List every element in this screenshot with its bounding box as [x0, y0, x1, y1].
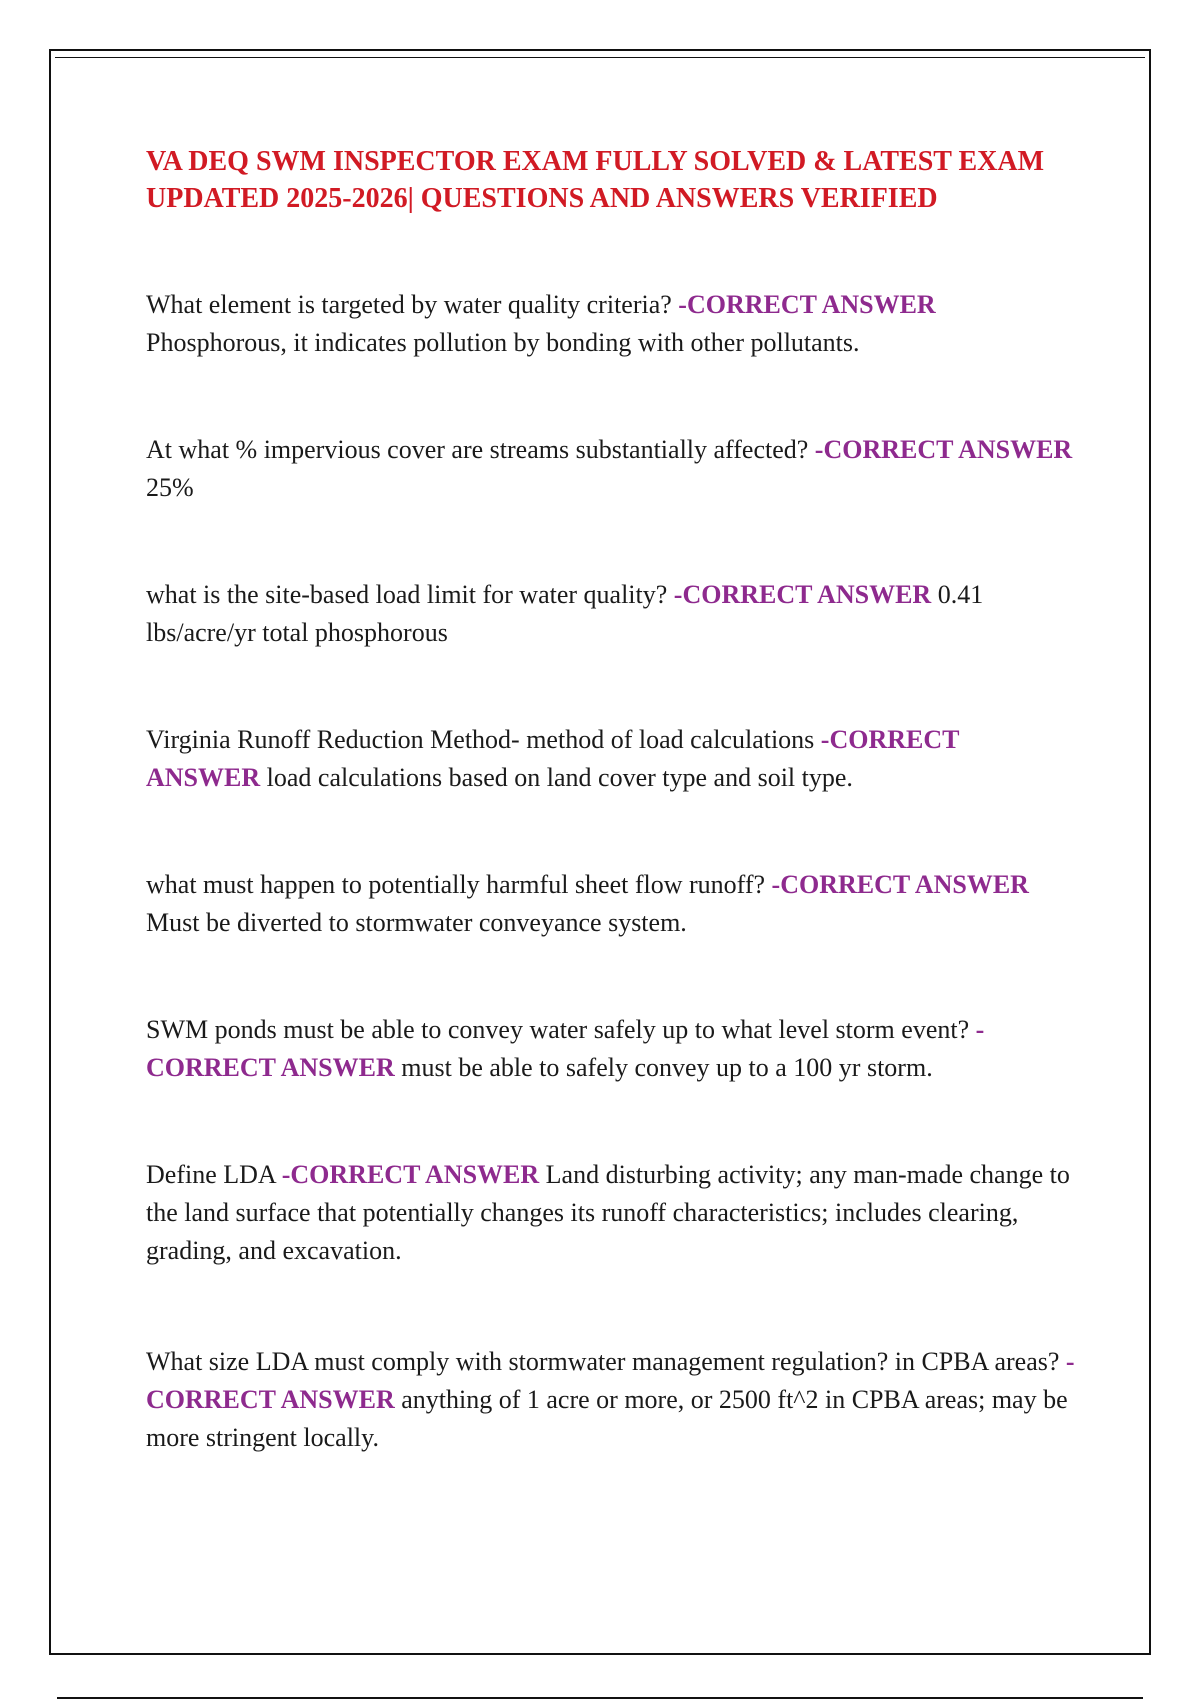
- qa-item: [146, 576, 1076, 652]
- answer-marker: -CORRECT ANSWER: [814, 435, 1073, 464]
- question-text: Virginia Runoff Reduction Method- method of load calculations: [146, 725, 815, 754]
- question-text: What element is targeted by water quality criteria?: [146, 290, 672, 319]
- answer-text: must be able to safely convey up to a 100 yr storm.: [401, 1053, 933, 1082]
- answer-text: Land disturbing activity; any man-made change to the land surface that potentially changes its runoff characteristics; includes clearing, grading, and excavation.: [146, 1160, 1070, 1265]
- answer-marker: -CORRECT ANSWER: [673, 580, 932, 609]
- page-border-inner-line: [55, 57, 1145, 58]
- answer-marker: -CORRECT ANSWER: [146, 725, 959, 792]
- question-text: SWM ponds must be able to convey water safely up to what level storm event?: [146, 1015, 970, 1044]
- qa-item: [146, 1343, 1076, 1457]
- answer-text: 0.41 lbs/acre/yr total phosphorous: [146, 580, 984, 647]
- answer-marker: -CORRECT ANSWER: [678, 290, 936, 319]
- page-bottom-rule: [57, 1697, 1143, 1699]
- answer-marker: -CORRECT ANSWER: [771, 870, 1029, 899]
- answer-marker: -CORRECT ANSWER: [146, 1015, 985, 1082]
- document-title: VA DEQ SWM INSPECTOR EXAM FULLY SOLVED & LATEST EXAM UPDATED 2025-2026| QUESTIONS AND ANSWERS VERIFIED: [146, 146, 1045, 214]
- question-text: what must happen to potentially harmful sheet flow runoff?: [146, 870, 766, 899]
- question-text: what is the site-based load limit for water quality?: [146, 580, 668, 609]
- qa-item: [146, 866, 1076, 942]
- qa-list: [146, 286, 1076, 1457]
- qa-item: [146, 1156, 1076, 1270]
- qa-item: [146, 286, 1076, 362]
- answer-text: 25%: [146, 473, 194, 502]
- answer-marker: -CORRECT ANSWER: [281, 1160, 540, 1189]
- qa-item: [146, 721, 1076, 797]
- answer-text: Must be diverted to stormwater conveyance system.: [146, 908, 687, 937]
- question-text: At what % impervious cover are streams substantially affected?: [146, 435, 809, 464]
- answer-text: Phosphorous, it indicates pollution by bonding with other pollutants.: [146, 328, 860, 357]
- qa-item: [146, 431, 1076, 507]
- answer-text: anything of 1 acre or more, or 2500 ft^2 in CPBA areas; may be more stringent locally.: [146, 1385, 1068, 1452]
- document-body: [146, 143, 1076, 1526]
- question-text: Define LDA: [146, 1160, 276, 1189]
- question-text: What size LDA must comply with stormwater management regulation? in CPBA areas?: [146, 1347, 1060, 1376]
- qa-item: [146, 1011, 1076, 1087]
- answer-text: load calculations based on land cover type and soil type.: [266, 763, 853, 792]
- answer-marker: -CORRECT ANSWER: [146, 1347, 1075, 1414]
